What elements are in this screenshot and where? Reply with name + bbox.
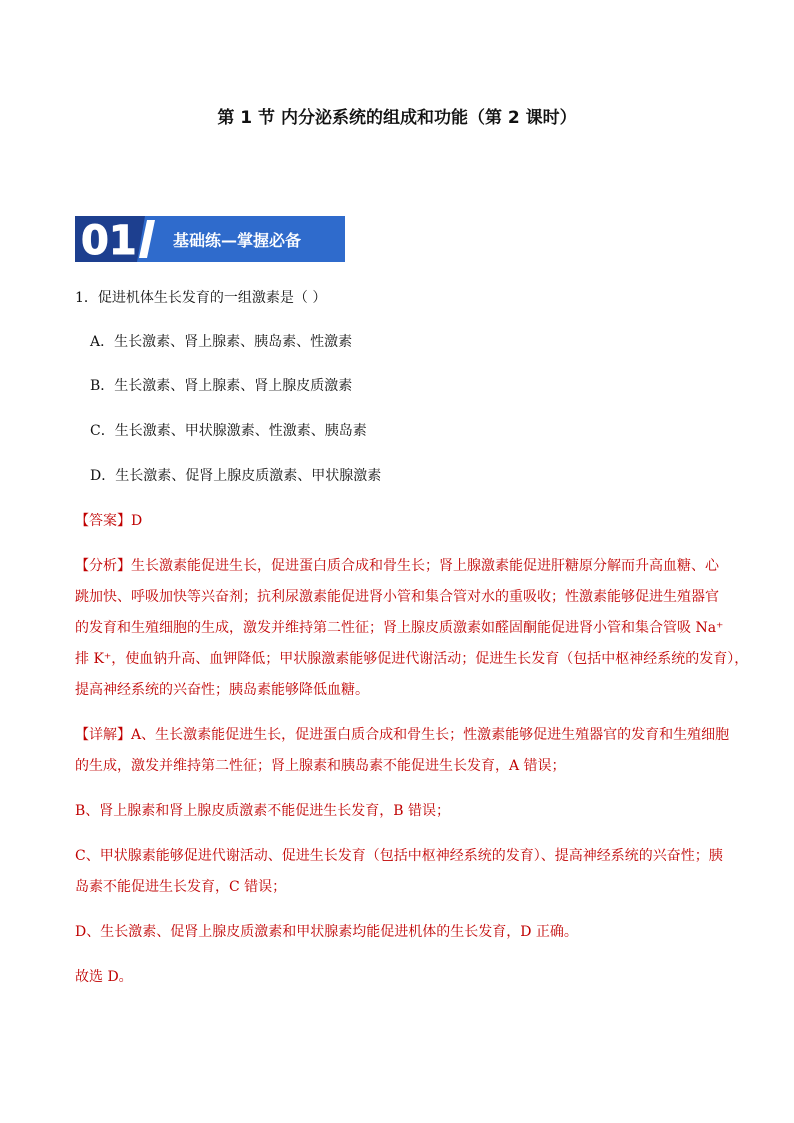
- detail-b: B、肾上腺素和肾上腺皮质激素不能促进生长发育，B 错误；: [75, 803, 451, 819]
- detail-d: D、生长激素、促肾上腺皮质激素和甲状腺素均能促进机体的生长发育，D 正确。: [75, 924, 578, 940]
- analysis-tag: 【分析】: [75, 558, 131, 574]
- option-a: A．生长激素、肾上腺素、胰岛素、性激素: [90, 334, 353, 350]
- analysis-line: 生长激素能促进生长，促进蛋白质合成和骨生长；肾上腺激素能促进肝糖原分解而升高血糖、心: [131, 558, 719, 574]
- detail-block-a: [75, 725, 730, 787]
- analysis-line: 排 K⁺，使血钠升高、血钾降低；甲状腺激素能够促进代谢活动；促进生长发育（包括中枢神经系统的发育），: [75, 651, 749, 667]
- detail-c-line: 岛素不能促进生长发育，C 错误；: [75, 879, 287, 895]
- option-b: B．生长激素、肾上腺素、肾上腺皮质激素: [90, 378, 353, 394]
- detail-tag: 【详解】: [75, 727, 131, 743]
- analysis-line: 提高神经系统的兴奋性；胰岛素能够降低血糖。: [75, 682, 369, 698]
- detail-a-line: 的生成，激发并维持第二性征；肾上腺素和胰岛素不能促进生长发育，A 错误；: [75, 758, 566, 774]
- question-stem: 1．促进机体生长发育的一组激素是（ ）: [75, 290, 327, 306]
- section-banner: [75, 216, 345, 262]
- banner-label: 基础练—掌握必备: [173, 231, 302, 250]
- detail-block-c: [75, 846, 725, 908]
- banner-number: 01: [81, 218, 137, 262]
- option-d: D．生长激素、促肾上腺皮质激素、甲状腺激素: [90, 468, 382, 484]
- answer-tag: 【答案】: [75, 513, 131, 529]
- answer-value: D: [131, 513, 143, 529]
- detail-c-line: C、甲状腺素能够促进代谢活动、促进生长发育（包括中枢神经系统的发育）、提高神经系统的兴奋性；胰: [75, 848, 723, 864]
- detail-a-line: A、生长激素能促进生长，促进蛋白质合成和骨生长；性激素能够促进生殖器官的发育和生殖细胞: [131, 727, 730, 743]
- analysis-block: [75, 556, 749, 711]
- conclusion: 故选 D。: [75, 969, 133, 985]
- page-title: 第 1 节 内分泌系统的组成和功能（第 2 课时）: [217, 108, 577, 128]
- answer-line: [75, 511, 725, 531]
- analysis-line: 的发育和生殖细胞的生成，激发并维持第二性征；肾上腺皮质激素如醛固酮能促进肾小管和集合管吸 Na⁺: [75, 620, 724, 636]
- option-c: C．生长激素、甲状腺激素、性激素、胰岛素: [90, 423, 367, 439]
- analysis-line: 跳加快、呼吸加快等兴奋剂；抗利尿激素能促进肾小管和集合管对水的重吸收；性激素能够促进生殖器官: [75, 589, 719, 605]
